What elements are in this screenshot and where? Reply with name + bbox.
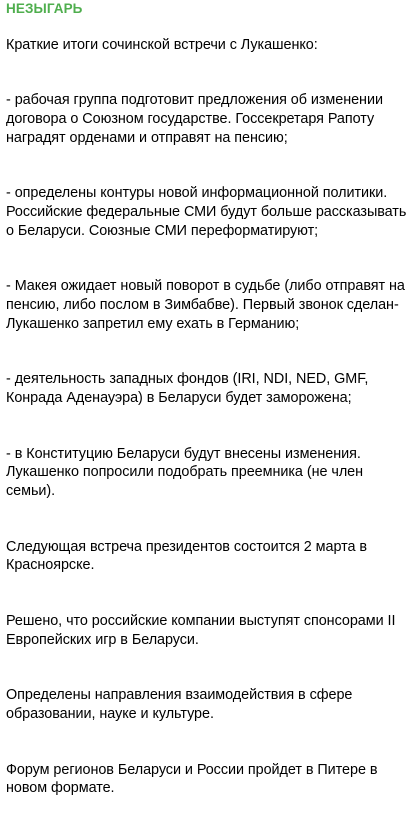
paragraph-summary-intro: Краткие итоги сочинской встречи с Лукашенко:: [6, 36, 318, 53]
paragraph-working-group: - рабочая группа подготовит предложения об изменении договора о Союзном государстве. Госсекретаря Рапоту наградят орденами и отправят на пенсию;: [6, 92, 383, 146]
channel-name[interactable]: НЕЗЫГАРЬ: [6, 1, 83, 16]
paragraph-makei: - Макея ожидает новый поворот в судьбе (либо отправят на пенсию, либо послом в Зимбабве). Первый звонок сделан- Лукашенко запретил ему ехать в Германию;: [6, 278, 405, 332]
message-text: [6, 17, 407, 817]
paragraph-education: Определены направления взаимодействия в сфере образовании, науке и культуре.: [6, 687, 353, 722]
paragraph-information-policy: - определены контуры новой информационной политики. Российские федеральные СМИ будут больше рассказывать о Беларуси. Союзные СМИ переформатируют;: [6, 185, 407, 239]
paragraph-constitution: - в Конституцию Беларуси будут внесены изменения. Лукашенко попросили подобрать преемника (не член семьи).: [6, 445, 364, 499]
paragraph-regions-forum: Форум регионов Беларуси и России пройдет в Питере в новом формате.: [6, 761, 378, 797]
paragraph-european-games: Решено, что российские компании выступят спонсорами II Европейских игр в Беларуси.: [6, 613, 396, 648]
paragraph-western-funds: - деятельность западных фондов (IRI, NDI, NED, GMF, Конрада Аденауэра) в Беларуси будет заморожена;: [6, 371, 369, 406]
paragraph-next-meeting: Следующая встреча президентов состоится 2 марта в Красноярске.: [6, 538, 367, 574]
